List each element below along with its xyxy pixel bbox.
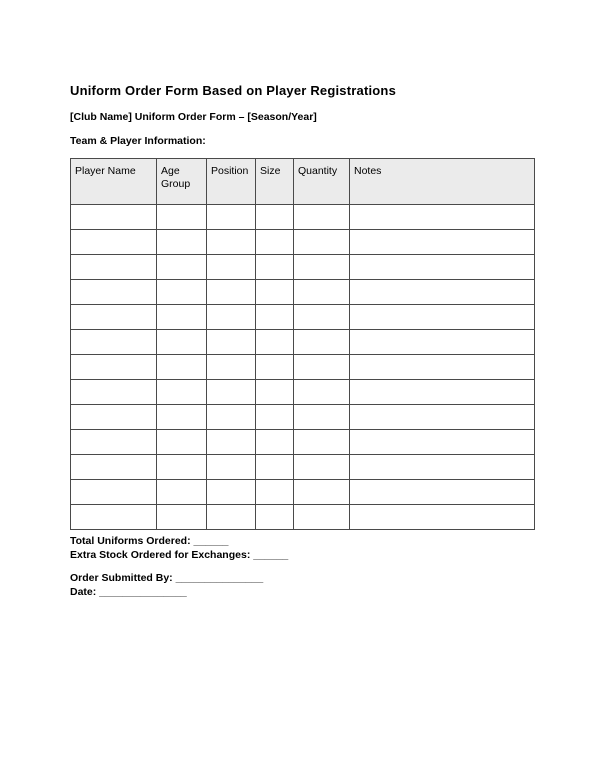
cell-player-name[interactable] — [71, 380, 157, 405]
cell-age-group[interactable] — [157, 230, 207, 255]
cell-age-group[interactable] — [157, 405, 207, 430]
cell-age-group[interactable] — [157, 205, 207, 230]
cell-size[interactable] — [256, 405, 294, 430]
cell-player-name[interactable] — [71, 430, 157, 455]
cell-age-group[interactable] — [157, 355, 207, 380]
document-title: Uniform Order Form Based on Player Registrations — [70, 83, 397, 98]
cell-player-name[interactable] — [71, 330, 157, 355]
cell-age-group[interactable] — [157, 255, 207, 280]
cell-position[interactable] — [207, 380, 256, 405]
cell-position[interactable] — [207, 230, 256, 255]
cell-position[interactable] — [207, 480, 256, 505]
header-quantity: Quantity — [294, 159, 350, 205]
cell-notes[interactable] — [350, 330, 535, 355]
table-row — [71, 330, 535, 355]
cell-quantity[interactable] — [294, 280, 350, 305]
cell-position[interactable] — [207, 355, 256, 380]
table-row — [71, 280, 535, 305]
cell-age-group[interactable] — [157, 280, 207, 305]
cell-notes[interactable] — [350, 430, 535, 455]
cell-quantity[interactable] — [294, 480, 350, 505]
cell-quantity[interactable] — [294, 405, 350, 430]
cell-player-name[interactable] — [71, 305, 157, 330]
cell-player-name[interactable] — [71, 280, 157, 305]
cell-quantity[interactable] — [294, 305, 350, 330]
cell-age-group[interactable] — [157, 380, 207, 405]
cell-age-group[interactable] — [157, 430, 207, 455]
cell-age-group[interactable] — [157, 505, 207, 530]
cell-player-name[interactable] — [71, 255, 157, 280]
table-row — [71, 405, 535, 430]
cell-position[interactable] — [207, 430, 256, 455]
cell-notes[interactable] — [350, 455, 535, 480]
header-age-group: Age Group — [157, 159, 207, 205]
table-row — [71, 355, 535, 380]
header-size: Size — [256, 159, 294, 205]
cell-position[interactable] — [207, 255, 256, 280]
table-row — [71, 430, 535, 455]
form-subtitle: [Club Name] Uniform Order Form – [Season/Year] — [70, 111, 317, 123]
cell-notes[interactable] — [350, 280, 535, 305]
cell-notes[interactable] — [350, 255, 535, 280]
cell-size[interactable] — [256, 330, 294, 355]
section-heading: Team & Player Information: — [70, 135, 206, 147]
cell-size[interactable] — [256, 305, 294, 330]
cell-quantity[interactable] — [294, 455, 350, 480]
cell-quantity[interactable] — [294, 230, 350, 255]
table-row — [71, 230, 535, 255]
cell-player-name[interactable] — [71, 205, 157, 230]
table-body — [71, 205, 535, 530]
cell-size[interactable] — [256, 480, 294, 505]
cell-notes[interactable] — [350, 305, 535, 330]
cell-quantity[interactable] — [294, 380, 350, 405]
cell-position[interactable] — [207, 455, 256, 480]
cell-age-group[interactable] — [157, 480, 207, 505]
total-uniforms-line: Total Uniforms Ordered: ______ — [70, 535, 229, 547]
cell-notes[interactable] — [350, 355, 535, 380]
extra-stock-line: Extra Stock Ordered for Exchanges: ______ — [70, 549, 289, 561]
header-notes: Notes — [350, 159, 535, 205]
cell-position[interactable] — [207, 280, 256, 305]
cell-player-name[interactable] — [71, 230, 157, 255]
cell-size[interactable] — [256, 230, 294, 255]
cell-quantity[interactable] — [294, 430, 350, 455]
cell-position[interactable] — [207, 330, 256, 355]
cell-size[interactable] — [256, 505, 294, 530]
header-position: Position — [207, 159, 256, 205]
cell-position[interactable] — [207, 405, 256, 430]
cell-size[interactable] — [256, 455, 294, 480]
table-row — [71, 380, 535, 405]
table-row — [71, 255, 535, 280]
cell-quantity[interactable] — [294, 505, 350, 530]
cell-notes[interactable] — [350, 205, 535, 230]
cell-age-group[interactable] — [157, 455, 207, 480]
cell-position[interactable] — [207, 205, 256, 230]
cell-player-name[interactable] — [71, 480, 157, 505]
table-row — [71, 505, 535, 530]
table-row — [71, 480, 535, 505]
cell-position[interactable] — [207, 505, 256, 530]
cell-age-group[interactable] — [157, 330, 207, 355]
cell-player-name[interactable] — [71, 455, 157, 480]
cell-size[interactable] — [256, 280, 294, 305]
cell-notes[interactable] — [350, 480, 535, 505]
table-row — [71, 305, 535, 330]
cell-player-name[interactable] — [71, 505, 157, 530]
header-player-name: Player Name — [71, 159, 157, 205]
cell-quantity[interactable] — [294, 330, 350, 355]
cell-notes[interactable] — [350, 230, 535, 255]
date-line: Date: _______________ — [70, 586, 187, 598]
cell-quantity[interactable] — [294, 255, 350, 280]
cell-notes[interactable] — [350, 405, 535, 430]
table-row — [71, 205, 535, 230]
cell-age-group[interactable] — [157, 305, 207, 330]
cell-quantity[interactable] — [294, 355, 350, 380]
cell-size[interactable] — [256, 380, 294, 405]
cell-position[interactable] — [207, 305, 256, 330]
cell-notes[interactable] — [350, 505, 535, 530]
cell-size[interactable] — [256, 255, 294, 280]
uniform-order-table — [70, 158, 535, 530]
cell-quantity[interactable] — [294, 205, 350, 230]
cell-player-name[interactable] — [71, 355, 157, 380]
cell-player-name[interactable] — [71, 405, 157, 430]
cell-notes[interactable] — [350, 380, 535, 405]
table-row — [71, 455, 535, 480]
submitted-by-line: Order Submitted By: _______________ — [70, 572, 264, 584]
cell-size[interactable] — [256, 355, 294, 380]
table-header-row — [71, 159, 535, 205]
cell-size[interactable] — [256, 205, 294, 230]
cell-size[interactable] — [256, 430, 294, 455]
